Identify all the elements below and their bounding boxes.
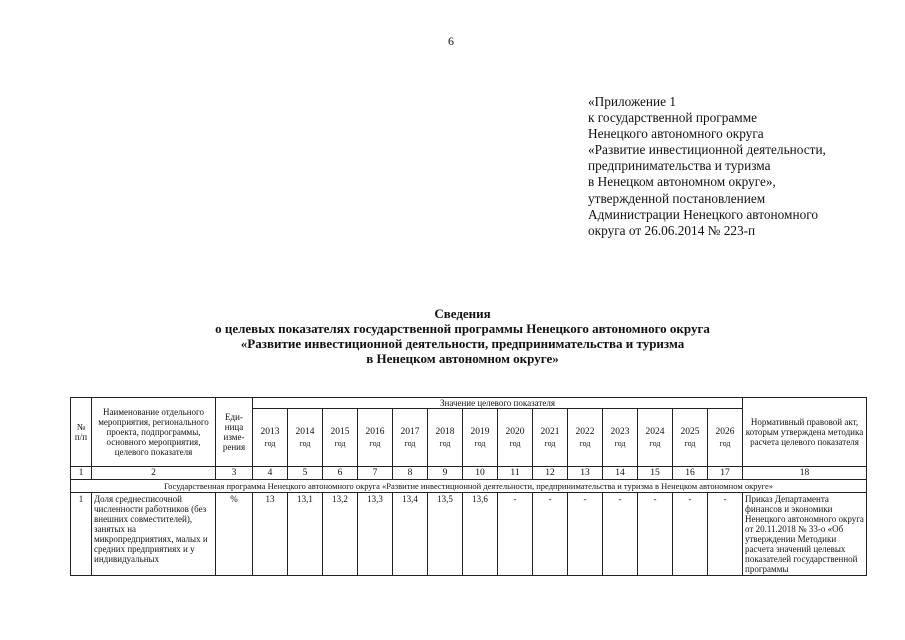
- column-number: 4: [253, 467, 288, 480]
- year-header: [638, 409, 673, 467]
- appendix-line: Администрации Ненецкого автономного: [588, 206, 818, 222]
- year-label: 2018: [435, 427, 455, 437]
- title-line: в Ненецком автономном округе»: [366, 351, 559, 366]
- appendix-line: утвержденной постановлением: [588, 190, 766, 206]
- year-header: [288, 409, 323, 467]
- year-word: год: [404, 439, 416, 448]
- row-value: -: [498, 493, 533, 576]
- column-number: 11: [498, 467, 533, 480]
- section-title: Государственная программа Ненецкого автономного округа «Развитие инвестиционной деятельности, предпринимательства и туризма в Ненецком автономном округе»: [71, 480, 867, 493]
- year-header: [498, 409, 533, 467]
- header-row: [71, 398, 867, 409]
- row-value: -: [638, 493, 673, 576]
- column-number: 6: [323, 467, 358, 480]
- year-word: год: [579, 439, 591, 448]
- year-word: год: [544, 439, 556, 448]
- title-line: Сведения: [434, 306, 491, 321]
- year-label: 2024: [645, 427, 665, 437]
- year-label: 2017: [400, 427, 420, 437]
- year-header: [393, 409, 428, 467]
- year-label: 2021: [540, 427, 560, 437]
- year-header: [708, 409, 743, 467]
- year-word: год: [649, 439, 661, 448]
- year-label: 2014: [295, 427, 315, 437]
- header-unit: Еди-ница изме-рения: [216, 398, 253, 467]
- appendix-line: «Развитие инвестиционной деятельности,: [588, 142, 826, 158]
- row-value: 13,2: [323, 493, 358, 576]
- column-number: 13: [568, 467, 603, 480]
- column-number: 14: [603, 467, 638, 480]
- appendix-line: к государственной программе: [588, 110, 758, 126]
- year-label: 2016: [365, 427, 385, 437]
- year-label: 2020: [505, 427, 525, 437]
- column-number-row: [71, 467, 867, 480]
- column-number: 5: [288, 467, 323, 480]
- title-line: «Развитие инвестиционной деятельности, предпринимательства и туризма: [240, 336, 685, 351]
- year-header: [568, 409, 603, 467]
- column-number: 17: [708, 467, 743, 480]
- column-number: 16: [673, 467, 708, 480]
- page-number: 6: [448, 34, 454, 48]
- column-number: 18: [743, 467, 867, 480]
- year-word: год: [264, 439, 276, 448]
- year-label: 2026: [715, 427, 735, 437]
- year-header: [463, 409, 498, 467]
- row-unit: %: [216, 493, 253, 576]
- row-value: 13,1: [288, 493, 323, 576]
- year-header: [673, 409, 708, 467]
- column-number: 2: [92, 467, 216, 480]
- row-value: -: [533, 493, 568, 576]
- year-header: [428, 409, 463, 467]
- year-label: 2022: [575, 427, 595, 437]
- row-value: 13,6: [463, 493, 498, 576]
- year-word: год: [509, 439, 521, 448]
- column-number: 9: [428, 467, 463, 480]
- year-header: [358, 409, 393, 467]
- year-word: год: [299, 439, 311, 448]
- row-value: -: [673, 493, 708, 576]
- column-number: 1: [71, 467, 92, 480]
- year-label: 2013: [260, 427, 280, 437]
- row-num: 1: [71, 493, 92, 576]
- year-word: год: [719, 439, 731, 448]
- year-label: 2025: [680, 427, 700, 437]
- header-num: № п/п: [71, 398, 92, 467]
- document-title: [90, 306, 835, 366]
- year-header: [253, 409, 288, 467]
- row-value: 13,5: [428, 493, 463, 576]
- row-value: -: [603, 493, 638, 576]
- column-number: 7: [358, 467, 393, 480]
- year-label: 2019: [470, 427, 490, 437]
- year-header: [603, 409, 638, 467]
- year-word: год: [684, 439, 696, 448]
- header-value-group: Значение целевого показателя: [253, 398, 743, 409]
- year-header: [533, 409, 568, 467]
- year-header: [323, 409, 358, 467]
- year-word: год: [614, 439, 626, 448]
- column-number: 10: [463, 467, 498, 480]
- column-number: 3: [216, 467, 253, 480]
- year-word: год: [439, 439, 451, 448]
- row-value: 13: [253, 493, 288, 576]
- row-value: -: [568, 493, 603, 576]
- column-number: 12: [533, 467, 568, 480]
- appendix-line: Ненецкого автономного округа: [588, 126, 764, 142]
- appendix-block: [588, 94, 888, 239]
- header-act: Нормативный правовой акт, которым утверждена методика расчета целевого показателя: [743, 398, 867, 467]
- row-value: 13,3: [358, 493, 393, 576]
- title-line: о целевых показателях государственной программы Ненецкого автономного округа: [215, 321, 710, 336]
- year-label: 2015: [330, 427, 350, 437]
- row-act: Приказ Департамента финансов и экономики Ненецкого автономного округа от 20.11.2018 № 33-о «Об утверждении Методики расчета значений целевых показателей государственной программы: [743, 493, 867, 576]
- year-word: год: [369, 439, 381, 448]
- appendix-line: округа от 26.06.2014 № 223-п: [588, 222, 756, 238]
- year-word: год: [334, 439, 346, 448]
- table-row: [71, 493, 867, 576]
- indicators-table: [70, 397, 867, 576]
- appendix-line: «Приложение 1: [588, 94, 676, 109]
- appendix-line: предпринимательства и туризма: [588, 158, 771, 174]
- header-name: Наименование отдельного мероприятия, регионального проекта, подпрограммы, основного мероприятия, целевого показателя: [92, 398, 216, 467]
- appendix-line: в Ненецком автономном округе»,: [588, 174, 776, 190]
- column-number: 8: [393, 467, 428, 480]
- column-number: 15: [638, 467, 673, 480]
- row-value: 13,4: [393, 493, 428, 576]
- section-row: [71, 480, 867, 493]
- year-label: 2023: [610, 427, 630, 437]
- row-name: Доля среднесписочной численности работников (без внешних совместителей), занятых на микропредприятиях, малых и средних предприятиях и у индивидуальных: [92, 493, 216, 576]
- row-value: -: [708, 493, 743, 576]
- year-word: год: [474, 439, 486, 448]
